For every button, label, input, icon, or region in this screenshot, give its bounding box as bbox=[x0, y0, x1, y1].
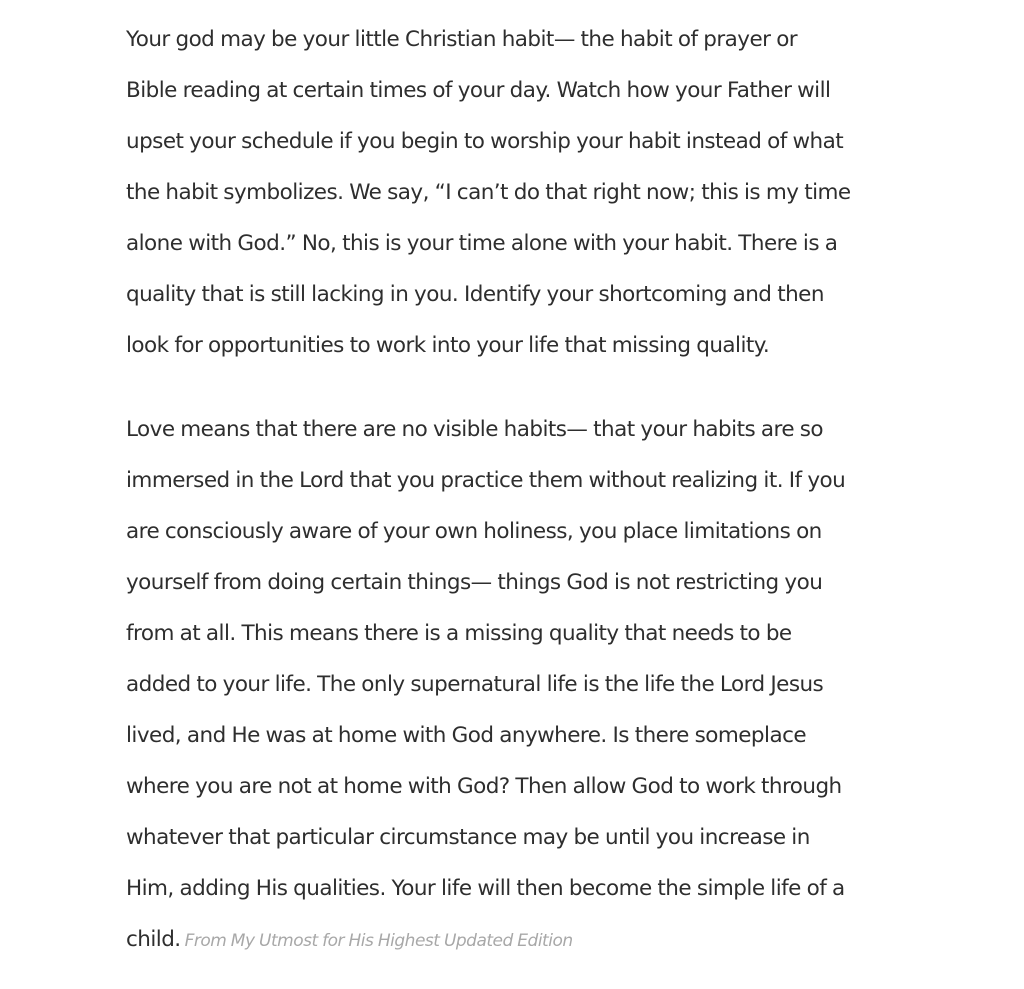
text-line: alone with God.” No, this is your time alone with your habit. There is a bbox=[126, 231, 838, 256]
paragraph-love bbox=[126, 404, 916, 965]
text-line: Him, adding His qualities. Your life will then become the simple life of a bbox=[126, 876, 845, 901]
paragraph-spacer bbox=[126, 371, 916, 404]
text-line-last bbox=[126, 914, 916, 965]
text-line: Your god may be your little Christian habit— the habit of prayer or bbox=[126, 27, 798, 52]
reading-pane bbox=[126, 14, 916, 965]
text-line: quality that is still lacking in you. Identify your shortcoming and then bbox=[126, 282, 824, 307]
text-line: Bible reading at certain times of your day. Watch how your Father will bbox=[126, 78, 831, 103]
text-line: the habit symbolizes. We say, “I can’t do that right now; this is my time bbox=[126, 180, 851, 205]
text-line: from at all. This means there is a missing quality that needs to be bbox=[126, 621, 792, 646]
text-line: immersed in the Lord that you practice them without realizing it. If you bbox=[126, 468, 846, 493]
text-line: whatever that particular circumstance may be until you increase in bbox=[126, 825, 810, 850]
text-line: are consciously aware of your own holiness, you place limitations on bbox=[126, 519, 822, 544]
text-line: added to your life. The only supernatural life is the life the Lord Jesus bbox=[126, 672, 824, 697]
text-line: where you are not at home with God? Then allow God to work through bbox=[126, 774, 842, 799]
text-line: upset your schedule if you begin to worship your habit instead of what bbox=[126, 129, 844, 154]
text-line: Love means that there are no visible habits— that your habits are so bbox=[126, 417, 824, 442]
source-attribution: From My Utmost for His Highest Updated Edition bbox=[184, 931, 573, 951]
paragraph-habit bbox=[126, 14, 916, 371]
text-line: look for opportunities to work into your life that missing quality. bbox=[126, 333, 770, 358]
final-word: child. bbox=[126, 927, 181, 952]
text-line: lived, and He was at home with God anywhere. Is there someplace bbox=[126, 723, 807, 748]
text-line: yourself from doing certain things— things God is not restricting you bbox=[126, 570, 823, 595]
